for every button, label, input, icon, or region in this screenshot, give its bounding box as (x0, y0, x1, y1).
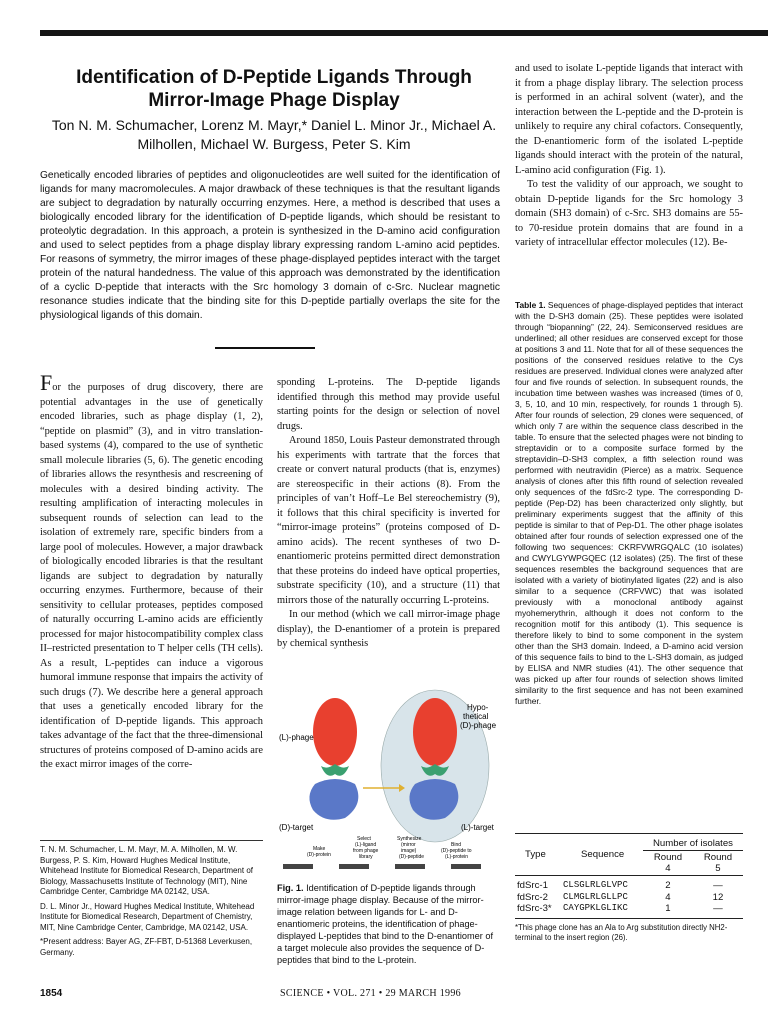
header-type: Type (525, 849, 546, 860)
label-d-target: (D)-target (279, 823, 314, 832)
author-list: Ton N. M. Schumacher, Lorenz M. Mayr,* Daniel L. Minor Jr., Michael A. Milhollen, Michael W. Burgess, Peter S. Kim (51, 117, 497, 152)
figure-caption-label: Fig. 1. (277, 883, 304, 893)
d-phage-body (413, 698, 457, 766)
author-footnotes (40, 840, 263, 962)
step4-line1: Bind (451, 842, 462, 848)
round-four: 4 (665, 863, 671, 874)
sequence-table (515, 833, 743, 919)
label-d-phage: (D)-phage (460, 721, 497, 730)
round-word: Round (653, 852, 683, 863)
header-sequence: Sequence (581, 849, 625, 860)
round-word: Round (703, 852, 733, 863)
body-paragraph: sponding L-proteins. The D-peptide ligands identified through this method may provide useful starting points for the design or selection of novel drugs. (277, 377, 500, 432)
process-bar-4 (451, 864, 481, 869)
mirror-image-diagram (277, 688, 500, 878)
label-l-phage: (L)-phage (279, 733, 314, 742)
footnote: D. L. Minor Jr., Howard Hughes Medical Institute, Whitehead Institute for Biomedical Research, Department of Chemistry, MIT, Nine Cambridge Center, Cambridge, MA 02142, USA. (40, 901, 255, 932)
page-number: 1854 (40, 988, 63, 999)
figure-1-diagram (277, 688, 500, 878)
body-paragraph: and used to isolate L-peptide ligands that interact with it from a phage display library. The selection process is performed in an achiral solvent (water), and the interaction between the L-peptide and the D-protein is unlikely to require any chiral cofactors. Consequently, the D-enantiomeric form of the isolated L-peptide ligands should interact with the protein of the natural, L-amino acid configuration (Fig. 1). (515, 63, 743, 176)
step2-line4: library (359, 854, 373, 860)
footnote: *Present address: Bayer AG, ZF-FBT, D-51368 Leverkusen, Germany. (40, 937, 253, 957)
header-isolates: Number of isolates (643, 834, 743, 851)
step2-line2: (L)-ligand (355, 842, 377, 848)
table-row (515, 876, 743, 892)
cell-round4: 2 (665, 880, 671, 891)
label-l-target: (L)-target (461, 823, 494, 832)
cell-sequence: CAYGPKLGLIKC (563, 903, 628, 913)
drop-cap: F (40, 370, 53, 395)
body-paragraph: Around 1850, Louis Pasteur demonstrated through his experiments with tartrate that the forces that create or convert natural products (that is, enzymes) are stereospecific in their actions (8). From the principles of van’t Hoff–Le Bel stereochemistry (9), it follows that this chiral specificity is inverted for “mirror-image proteins” (proteins composed of D-amino acids). The recent syntheses of two D-enantiomeric proteins permitted direct demonstration that these proteins do indeed have optical properties, substrate specificity (10), and a structure (11) that mirrors those of the naturally occurring L-proteins. (277, 435, 500, 606)
figure-1-caption (277, 882, 500, 966)
step3-line2: (mirror (401, 842, 416, 848)
cell-round4: 1 (665, 903, 671, 914)
table-1 (515, 833, 743, 943)
label-hypothetical-2: thetical (463, 712, 489, 721)
step4-line3: (L)-protein (445, 854, 469, 860)
figure-caption-text: Identification of D-peptide ligands through mirror-image phage display. Because of the mirror-image relation between ligands for L- and D-enantiomeric proteins, the identification of phage-displayed L-peptides that bind to the D-enantiomer of a target molecule also provides the sequence of D-peptides that bind to the L-protein. (277, 883, 494, 965)
body-column-1 (40, 370, 263, 773)
cell-round4: 4 (665, 891, 671, 903)
cell-round5: — (713, 880, 723, 891)
step1-line1: Make (313, 846, 326, 852)
table-1-caption (515, 300, 743, 707)
l-ligand-shape (321, 764, 349, 776)
l-phage-body (313, 698, 357, 766)
header-round (693, 851, 743, 876)
step2-line3: from phage (353, 848, 379, 854)
header-round (643, 851, 693, 876)
abstract: Genetically encoded libraries of peptides and oligonucleotides are well suited for the identification of ligands for many macromolecules. A major drawback of these techniques is that the resultant ligands are subject to degradation by naturally occurring enzymes. Here, a method is described that uses a biologically encoded library for the identification of D-peptide ligands, which should be resistant to proteolytic degradation. In this approach, a protein is synthesized in the D-amino acid configuration and used to select peptides from a phage display library expressing random L-amino acid peptides. For reasons of symmetry, the mirror images of these phage-displayed peptides interact with the target protein of the natural handedness. The value of this approach was demonstrated by the identification of a cyclic D-peptide that interacts with the Src homology 3 domain of c-Src. Nuclear magnetic resonance studies indicate that the binding site for this D-peptide partially overlaps the site for the physiological ligands of this domain. (40, 170, 500, 321)
cell-sequence: CLSGLRLGLVPC (563, 880, 628, 890)
cell-sequence: CLMGLRLGLLPC (563, 891, 628, 902)
table-row (515, 903, 743, 918)
step3-line1: Synthesize (397, 836, 422, 842)
table-caption-label: Table 1. (515, 300, 546, 310)
table-footnote: *This phage clone has an Ala to Arg substitution directly NH2-terminal to the insert region (26). (515, 922, 728, 942)
cell-type: fdSrc-1 (517, 880, 548, 891)
d-target-shape (309, 779, 358, 820)
cell-type: fdSrc-3* (517, 903, 552, 914)
footnote: T. N. M. Schumacher, L. M. Mayr, M. A. Milhollen, M. W. Burgess, P. S. Kim, Howard Hughes Medical Institute, Whitehead Institute for Biomedical Research, Department of Biology, Massachusetts Institute of Technology (MIT), Nine Cambridge Center, Cambridge MA 02142, USA. (40, 845, 253, 896)
step4-line2: (D)-peptide to (441, 848, 472, 854)
body-paragraph: In our method (which we call mirror-image phage display), the D-enantiomer of a protein is prepared by chemical synthesis (277, 609, 500, 649)
process-bar-3 (395, 864, 425, 869)
step1-line2: (D)-protein (307, 852, 331, 858)
step3-line3: image) (401, 848, 417, 854)
article-title: Identification of D-Peptide Ligands Through Mirror-Image Phage Display (76, 67, 472, 111)
table-caption-text: Sequences of phage-displayed peptides that interact with the D-SH3 domain (25). These peptides were isolated through “biopanning” (22, 24). Semiconserved residues are underlined; all other residues are conserved except for those at positions 3 and 11. Note that for all of these sequences the positions of the conserved residues relative to the Cys residues are preserved. Individual clones were analyzed after four and five rounds of selection. In subsequent rounds, the incubation time between washes was increased (times of 0, 3, 5, 10, and 10 min, respectively, for rounds 1 through 5). After four rounds of selection, 29 clones were sequenced, of which only 7 are within the sequence class described in the table. To ensure that the selected phages were not binding to streptavidin or to a composite surface formed by the streptavidin–D-SH3 complex, a fifth selection round was performed with neutravidin (Pierce) as a matrix. Sequence analysis of clones after this fifth round of selection revealed only sequences of the fdSrc-2 type. The corresponding D-peptide (Pep-D2) has been characterized only slightly, but preliminary experiments suggest that the affinity of this peptide is similar to that of Pep-D1. The other phage isolates obtained after four rounds of selection expressed one of the following two sequences: CKRFVWRGQALC (10 isolates) and CWYLGYWPGQEC (12 isolates) (25). The first of these sequences resembles the background sequences that are isolated with a variety of biotinylated ligates (22) and is also similar to a sequence (CRFVWC) that was isolated previously with a monoclonal antibody against myohemerythrin, although it does not conform to the recognition motif for this antibody (1). This sequence is therefore likely to bind to some component in the system other than the SH3 domain. Indeed, a D-amino acid version of this sequence fails to bind to the L-SH3 domain, as judged by ELISA and NMR studies (41). The other sequence that was picked up after four rounds of selection shows limited similarity to the first sequence and has not been examined further. (515, 300, 743, 706)
process-bar-2 (339, 864, 369, 869)
cell-round5: 12 (712, 891, 724, 903)
step3-line4: (D)-peptide (399, 854, 425, 860)
step2-line1: Select (357, 836, 371, 842)
cell-type: fdSrc-2 (517, 891, 548, 903)
body-column-3 (515, 62, 743, 251)
body-paragraph: or the purposes of drug discovery, there are potential advantages in the use of genetically encoded libraries, such as phage display (1, 2), “peptide on plasmid” (3), and in vitro translation-based systems (4), compared to the use of synthetic small molecule libraries (5, 6). The genetic encoding of libraries allows the resynthesis and rescreening of molecules with a desired binding activity. The resulting amplification of interacting molecules in subsequent rounds of selection can lead to the isolation of extremely rare, specific binders from a large pool of molecules. However, a major drawback of biologically encoded libraries is that the resultant ligands are subject to degradation by naturally occurring enzymes. Furthermore, because of their sensitivity to cellular proteases, peptides composed of naturally occurring L-amino acids are efficiently processed for major histocompatibility complex class II–restricted presentation to T helper cells (TH cells). As a result, L-peptides can induce a vigorous humoral immune response that impairs the activity of such drugs (7). We describe here a general approach that uses a genetically encoded library for the identification of D-peptide ligands. This approach takes advantage of the fact that the three-dimensional structures of proteins composed of D-amino acids are the exact mirror images of the corre- (40, 382, 263, 770)
round-five: 5 (715, 863, 721, 874)
abstract-divider (215, 347, 315, 349)
cell-round5: — (713, 903, 723, 914)
journal-footer: SCIENCE • VOL. 271 • 29 MARCH 1996 (280, 988, 461, 999)
body-paragraph: To test the validity of our approach, we sought to obtain D-peptide ligands for the Src homology 3 domain (SH3 domain) of c-Src. SH3 domains are 55- to 70-residue protein domains that are found in a variety of intracellular effector molecules (12). Be- (515, 179, 743, 248)
body-column-2 (277, 376, 500, 652)
process-bar-1 (283, 864, 313, 869)
label-hypothetical-1: Hypo- (467, 703, 489, 712)
table-row (515, 892, 743, 904)
top-header-bar (40, 30, 768, 36)
